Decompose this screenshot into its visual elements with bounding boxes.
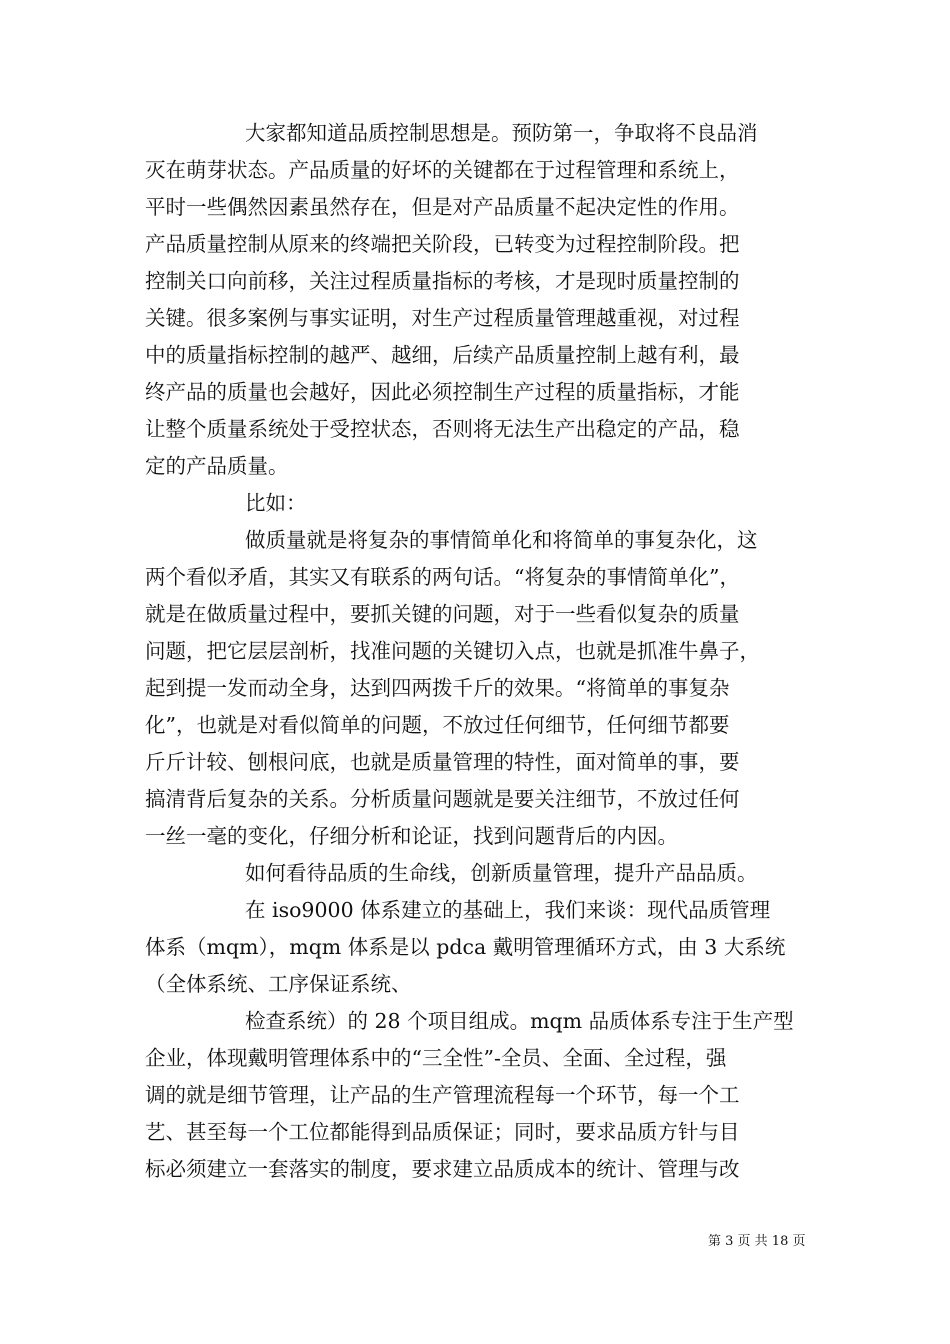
- text-line: 斤斤计较、刨根问底，也就是质量管理的特性，面对简单的事，要: [145, 750, 740, 774]
- text-line: 起到提一发而动全身，达到四两拨千斤的效果。“将简单的事复杂: [145, 676, 730, 700]
- text-line: 搞清背后复杂的关系。分析质量问题就是要关注细节，不放过任何: [145, 787, 740, 811]
- text-line: 问题，把它层层剖析，找准问题的关键切入点，也就是抓准牛鼻子，: [145, 639, 760, 663]
- text-line: 标必须建立一套落实的制度，要求建立品质成本的统计、管理与改: [145, 1157, 740, 1181]
- text-line: 做质量就是将复杂的事情简单化和将简单的事复杂化，这: [245, 528, 758, 552]
- text-line: （全体系统、工序保证系统、: [145, 972, 412, 996]
- text-line: 定的产品质量。: [145, 454, 289, 478]
- text-line: 艺、甚至每一个工位都能得到品质保证；同时，要求品质方针与目: [145, 1120, 740, 1144]
- text-line: 一丝一毫的变化，仔细分析和论证，找到问题背后的内因。: [145, 824, 678, 848]
- text-line: 两个看似矛盾，其实又有联系的两句话。“将复杂的事情简单化”，: [145, 565, 740, 589]
- text-line: 如何看待品质的生命线，创新质量管理，提升产品品质。: [245, 861, 758, 885]
- text-line: 体系（mqm），mqm 体系是以 pdca 戴明管理循环方式，由 3 大系统: [145, 935, 786, 959]
- text-line: 调的就是细节管理，让产品的生产管理流程每一个环节，每一个工: [145, 1083, 740, 1107]
- text-line: 比如：: [245, 491, 307, 515]
- text-line: 中的质量指标控制的越严、越细，后续产品质量控制上越有利，最: [145, 343, 740, 367]
- text-line: 关键。很多案例与事实证明，对生产过程质量管理越重视，对过程: [145, 306, 740, 330]
- text-line: 在 iso9000 体系建立的基础上，我们来谈：现代品质管理: [245, 898, 771, 922]
- text-line: 控制关口向前移，关注过程质量指标的考核，才是现时质量控制的: [145, 269, 740, 293]
- text-line: 平时一些偶然因素虽然存在，但是对产品质量不起决定性的作用。: [145, 195, 740, 219]
- text-line: 终产品的质量也会越好，因此必须控制生产过程的质量指标，才能: [145, 380, 740, 404]
- text-line: 企业，体现戴明管理体系中的“三全性”-全员、全面、全过程，强: [145, 1046, 727, 1070]
- page-number-label: 第 3 页 共 18 页: [708, 1234, 806, 1249]
- text-line: 化”，也就是对看似简单的问题，不放过任何细节，任何细节都要: [145, 713, 730, 737]
- text-line: 产品质量控制从原来的终端把关阶段，已转变为过程控制阶段。把: [145, 232, 740, 256]
- text-line: 让整个质量系统处于受控状态，否则将无法生产出稳定的产品，稳: [145, 417, 740, 441]
- text-line: 检查系统）的 28 个项目组成。mqm 品质体系专注于生产型: [245, 1009, 794, 1033]
- text-line: 大家都知道品质控制思想是。预防第一，争取将不良品消: [245, 121, 758, 145]
- text-line: 灭在萌芽状态。产品质量的好坏的关键都在于过程管理和系统上，: [145, 158, 740, 182]
- text-line: 就是在做质量过程中，要抓关键的问题，对于一些看似复杂的质量: [145, 602, 740, 626]
